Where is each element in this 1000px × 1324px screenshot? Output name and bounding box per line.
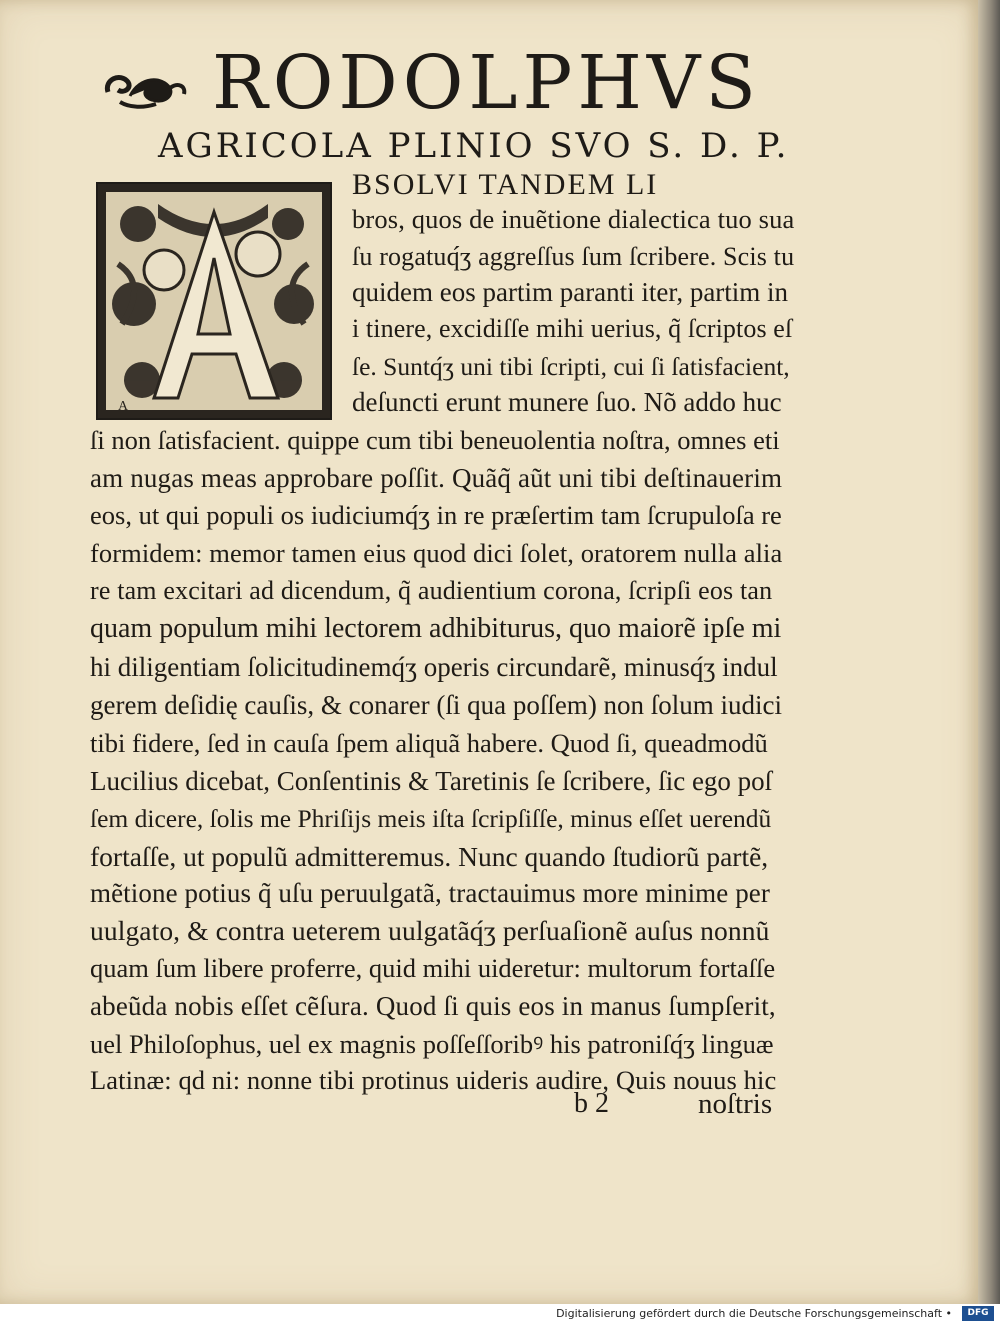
heading-title: RODOLPHVS bbox=[212, 40, 761, 126]
footer-bar bbox=[0, 1304, 1000, 1324]
decorated-initial bbox=[96, 182, 332, 420]
woodcut-initial-a-icon bbox=[98, 184, 330, 418]
signature-mark: b 2 bbox=[574, 1088, 609, 1119]
text-line: quam ſum libere proferre, quid mihi uideretur: multorum fortaſſe bbox=[90, 953, 776, 983]
text-line: fortaſſe, ut populũ admitteremus. Nunc quando ſtudiorũ partẽ, bbox=[90, 841, 769, 872]
heading-subtitle: AGRICOLA PLINIO SVO S. D. P. bbox=[158, 126, 790, 166]
text-line: abeũda nobis eſſet cẽſura. Quod ſi quis eos in manus ſumpſerit, bbox=[90, 991, 776, 1021]
footer-text: Digitalisierung gefördert durch die Deutsche Forschungsgemeinschaft • bbox=[556, 1307, 952, 1320]
text-line: quidem eos partim paranti iter, partim in bbox=[352, 277, 789, 307]
first-line-text: BSOLVI TANDEM LI bbox=[352, 168, 659, 201]
text-line: i tinere, excidiſſe mihi uerius, q̃ ſcriptos eſ bbox=[352, 314, 793, 343]
text-line: eos, ut qui populi os iudiciumq́ʒ in re præſertim tam ſcrupuloſa re bbox=[90, 500, 782, 530]
text-line: hi diligentiam ſolicitudinemq́ʒ operis circundarẽ, minusq́ʒ indul bbox=[90, 652, 778, 682]
initial-letter: A bbox=[118, 399, 129, 414]
text-line: deſuncti erunt munere ſuo. Nõ addo huc bbox=[352, 387, 782, 417]
text-line: ſem dicere, ſolis me Phriſijs meis iſta ſcripſiſſe, minus eſſet uerendũ bbox=[90, 804, 772, 833]
text-line: am nugas meas approbare poſſit. Quãq̃ aũt uni tibi deſtinauerim bbox=[90, 463, 783, 493]
text-line: Latinæ: qd ni: nonne tibi protinus uideris audire, Quis nouus hic bbox=[90, 1065, 777, 1095]
dfg-logo: DFG bbox=[962, 1306, 994, 1321]
text-line: quam populum mihi lectorem adhibiturus, quo maiorẽ ipſe mi bbox=[90, 613, 782, 644]
text-line: ſu rogatuq́ʒ aggreſſus ſum ſcribere. Scis tu bbox=[352, 242, 795, 271]
text-line: mẽtione potius q̃ uſu peruulgatã, tractauimus more minime per bbox=[90, 878, 770, 908]
text-line: uulgato, & contra ueterem uulgatãq́ʒ perſuaſionẽ auſus nonnũ bbox=[90, 915, 770, 946]
text-line: ſi non ſatisfacient. quippe cum tibi beneuolentia noſtra, omnes eti bbox=[90, 425, 780, 455]
text-line: Lucilius dicebat, Conſentinis & Taretinis ſe ſcribere, ſic ego poſ bbox=[90, 766, 773, 796]
text-line: ſe. Suntq́ʒ uni tibi ſcripti, cui ſi ſatisfacient, bbox=[352, 352, 790, 381]
text-line: bros, quos de inuẽtione dialectica tuo sua bbox=[352, 204, 795, 234]
text-line: gerem deſidię cauſis, & conarer (ſi qua poſſem) non ſolum iudici bbox=[90, 690, 783, 720]
text-line: re tam excitari ad dicendum, q̃ audientium corona, ſcripſi eos tan bbox=[90, 576, 773, 605]
text-line: tibi fidere, ſed in cauſa ſpem aliquã habere. Quod ſi, queadmodũ bbox=[90, 728, 768, 758]
text-line: uel Philoſophus, uel ex magnis poſſeſſoribꝰ his patroniſq́ʒ linguæ bbox=[90, 1029, 774, 1059]
catchword: noſtris bbox=[698, 1088, 773, 1120]
fleuron-ornament-icon bbox=[100, 62, 190, 112]
page-edge bbox=[978, 0, 1000, 1304]
text-line: formidem: memor tamen eius quod dici ſolet, oratorem nulla alia bbox=[90, 538, 783, 568]
